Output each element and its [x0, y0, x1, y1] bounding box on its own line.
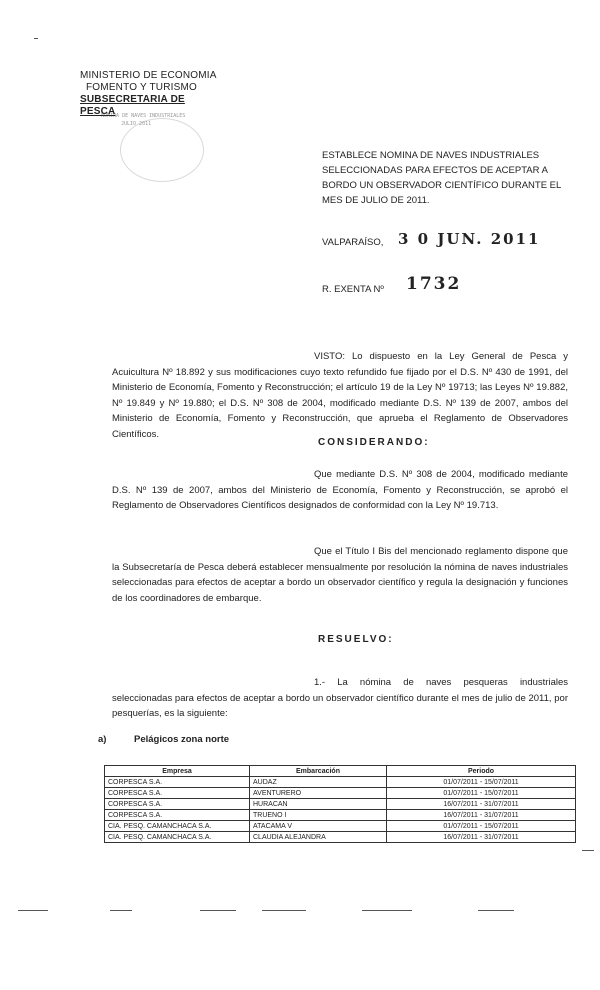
stamp-text-1: NOMINA DE NAVES INDUSTRIALES: [101, 113, 186, 119]
cell-empresa: CORPESCA S.A.: [105, 788, 250, 799]
cell-periodo: 01/07/2011 - 15/07/2011: [387, 821, 576, 832]
scan-mark: [34, 38, 38, 39]
table-row: [105, 788, 576, 799]
resuelvo-heading: RESUELVO:: [318, 634, 394, 645]
column-header-embarcacion: Embarcación: [250, 766, 387, 777]
scan-mark: [478, 910, 514, 911]
cell-periodo: 16/07/2011 - 31/07/2011: [387, 799, 576, 810]
vessels-table: [104, 765, 576, 843]
cell-embarcacion: AUDAZ: [250, 777, 387, 788]
cell-periodo: 01/07/2011 - 15/07/2011: [387, 788, 576, 799]
table-row: [105, 777, 576, 788]
cell-embarcacion: HURACAN: [250, 799, 387, 810]
cell-empresa: CIA. PESQ. CAMANCHACA S.A.: [105, 821, 250, 832]
cell-empresa: CIA. PESQ. CAMANCHACA S.A.: [105, 832, 250, 843]
section-a-title: Pelágicos zona norte: [134, 734, 230, 745]
cell-periodo: 01/07/2011 - 15/07/2011: [387, 777, 576, 788]
scan-mark: [262, 910, 306, 911]
visto-paragraph: VISTO: Lo dispuesto en la Ley General de Pesca y Acuicultura Nº 18.892 y sus modificaciones cuyo texto refundido fue fijado por el D.S. Nº 430 de 1991, del Ministerio de Economía, Fomento y Reconstrucción; el artículo 19 de la Ley Nº 19713; las Leyes Nº 19.882, Nº 19.849 y Nº 19.880; el D.S. Nº 308 de 2004, modificado mediante D.S. Nº 139 de 2007, ambos del Ministerio de Economía, Fomento y Reconstrucción, que aprueba el Reglamento de Observadores Científicos.: [112, 351, 568, 440]
cell-embarcacion: TRUENO I: [250, 810, 387, 821]
cell-empresa: CORPESCA S.A.: [105, 810, 250, 821]
table-row: [105, 799, 576, 810]
resuelvo-paragraph-1: 1.- La nómina de naves pesqueras industriales seleccionadas para efectos de aceptar a bordo un observador científico durante el mes de julio de 2011, por pesquerías, es la siguiente:: [112, 677, 568, 719]
exenta-number: 1732: [406, 274, 462, 294]
cell-empresa: CORPESCA S.A.: [105, 799, 250, 810]
ministry-header: [80, 70, 220, 118]
table-header-row: [105, 766, 576, 777]
official-stamp: [101, 113, 204, 182]
document-date: 3 0 JUN. 2011: [398, 230, 541, 248]
cell-embarcacion: ATACAMA V: [250, 821, 387, 832]
considerando-paragraph-1: Que mediante D.S. Nº 308 de 2004, modificado mediante D.S. Nº 139 de 2007, ambos del Ministerio de Economía, Fomento y Reconstrucción, se aprobó el Reglamento de Observadores Científicos designados de conformidad con la Ley Nº 19.713.: [112, 469, 568, 511]
cell-empresa: CORPESCA S.A.: [105, 777, 250, 788]
table-row: [105, 832, 576, 843]
stamp-text-2: JULIO 2011: [121, 121, 152, 127]
exenta-label: R. EXENTA Nº: [322, 284, 384, 295]
cell-embarcacion: AVENTURERO: [250, 788, 387, 799]
column-header-periodo: Periodo: [387, 766, 576, 777]
table-row: [105, 821, 576, 832]
cell-periodo: 16/07/2011 - 31/07/2011: [387, 810, 576, 821]
scan-mark: [110, 910, 132, 911]
document-title: ESTABLECE NOMINA DE NAVES INDUSTRIALES SELECCIONADAS PARA EFECTOS DE ACEPTAR A BORDO UN OBSERVADOR CIENTÍFICO DURANTE EL MES DE JULIO DE 2011.: [322, 150, 561, 206]
scan-mark: [362, 910, 412, 911]
section-a-letter: a): [98, 734, 107, 745]
cell-embarcacion: CLAUDIA ALEJANDRA: [250, 832, 387, 843]
column-header-empresa: Empresa: [105, 766, 250, 777]
scan-mark: [18, 910, 48, 911]
table-row: [105, 810, 576, 821]
cell-periodo: 16/07/2011 - 31/07/2011: [387, 832, 576, 843]
ministry-line: MINISTERIO DE ECONOMIA: [80, 70, 217, 81]
ministry-subline: FOMENTO Y TURISMO: [86, 82, 198, 93]
considerando-heading: CONSIDERANDO:: [318, 437, 430, 448]
scan-mark: [582, 850, 594, 851]
subsecretaria-line: SUBSECRETARIA DE PESCA: [80, 94, 185, 117]
scan-mark: [200, 910, 236, 911]
considerando-paragraph-2: Que el Título I Bis del mencionado reglamento dispone que la Subsecretaría de Pesca deberá establecer mensualmente por resolución la nómina de naves industriales seleccionadas para efectos de aceptar a bordo un observador científico y regula la designación y funciones de los coordinadores de embarque.: [112, 546, 568, 604]
place-label: VALPARAÍSO,: [322, 237, 384, 248]
